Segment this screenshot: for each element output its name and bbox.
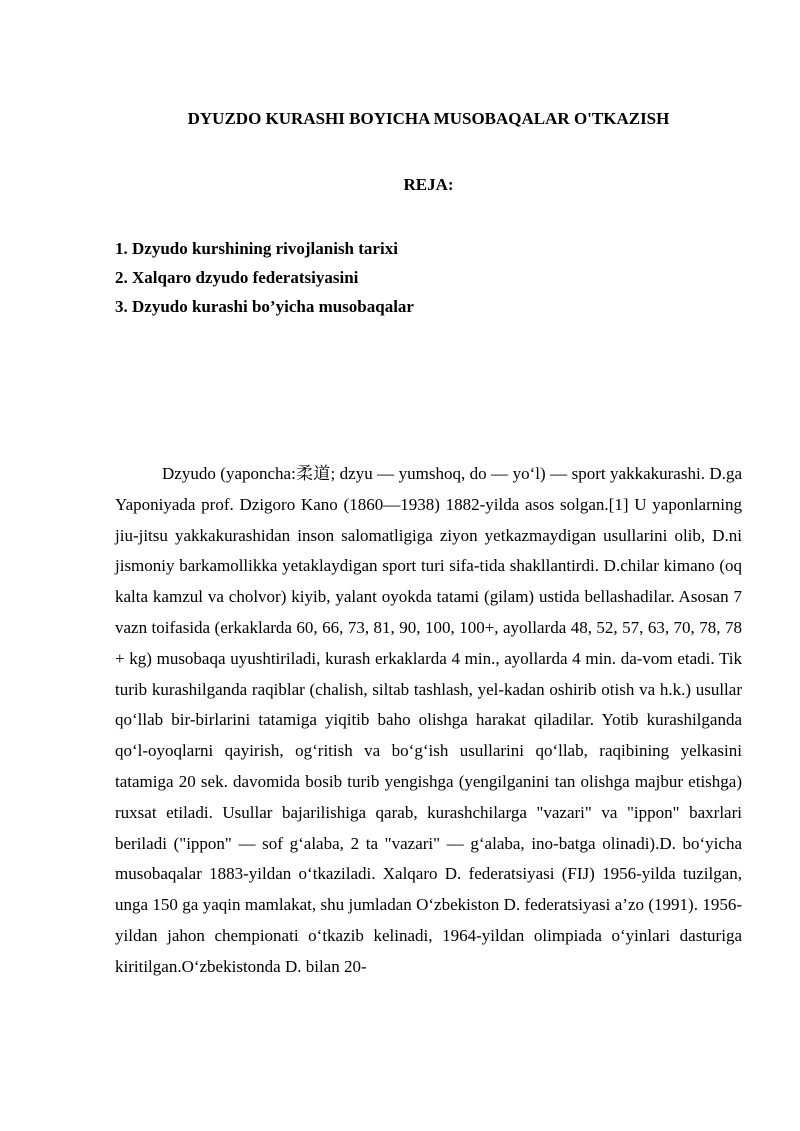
plan-heading: REJA:: [403, 175, 454, 194]
plan-item: 1. Dzyudo kurshining rivojlanish tarixi: [115, 239, 398, 258]
body-paragraph: Dzyudo (yaponcha:柔道; dzyu — yumshoq, do — yo‘l) — sport yakkakurashi. D.ga Yaponiyada prof. Dzigoro Kano (1860—1938) 1882-yilda asos solgan.[1] U yaponlarning jiu-jitsu yakkakurashidan inson salomatligiga ziyon yetkazmaydigan usullarini olib, D.ni jismoniy barkamollikka yetaklaydigan sport turi sifa-tida shakllantirdi. D.chilar kimano (oq kalta kamzul va cholvor) kiyib, yalant oyokda tatami (gilam) ustida bellashadilar. Asosan 7 vazn toifasida (erkaklarda 60, 66, 73, 81, 90, 100, 100+, ayollarda 48, 52, 57, 63, 70, 78, 78 + kg) musobaqa uyushtiriladi, kurash erkaklarda 4 min., ayollarda 4 min. da-vom etadi. Tik turib kurashilganda raqiblar (chalish, siltab tashlash, yel-kadan oshirib otish va h.k.) usullar qo‘llab bir-birlarini tatamiga yiqitib baho olishga harakat qiladilar. Yotib kurashilganda qo‘l-oyoqlarni qayirish, og‘ritish va bo‘g‘ish usullarini qo‘llab, raqibining yelkasini tatamiga 20 sek. davomida bosib turib yengishga (yengilganini tan olishga majbur etishga) ruxsat etiladi. Usullar bajarilishiga qarab, kurashchilarga "vazari" va "ippon" baxrlari beriladi ("ippon" — sof g‘alaba, 2 ta "vazari" — g‘alaba, ino-batga olinadi).D. bo‘yicha musobaqalar 1883-yildan o‘tkaziladi. Xalqaro D. federatsiyasi (FIJ) 1956-yilda tuzilgan, unga 150 ga yaqin mamlakat, shu jumladan O‘zbekiston D. federatsiyasi a’zo (1991). 1956-yildan jahon chempionati o‘tkazib kelinadi, 1964-yildan olimpiada o‘yinlari dasturiga kiritilgan.O‘zbekistonda D. bilan 20-: [115, 464, 742, 976]
plan-item: 3. Dzyudo kurashi bo’yicha musobaqalar: [115, 297, 414, 316]
plan-item: 2. Xalqaro dzyudo federatsiyasini: [115, 268, 359, 287]
plan-list: [115, 238, 414, 325]
document-title: DYUZDO KURASHI BOYICHA MUSOBAQALAR O'TKAZISH: [187, 109, 670, 128]
